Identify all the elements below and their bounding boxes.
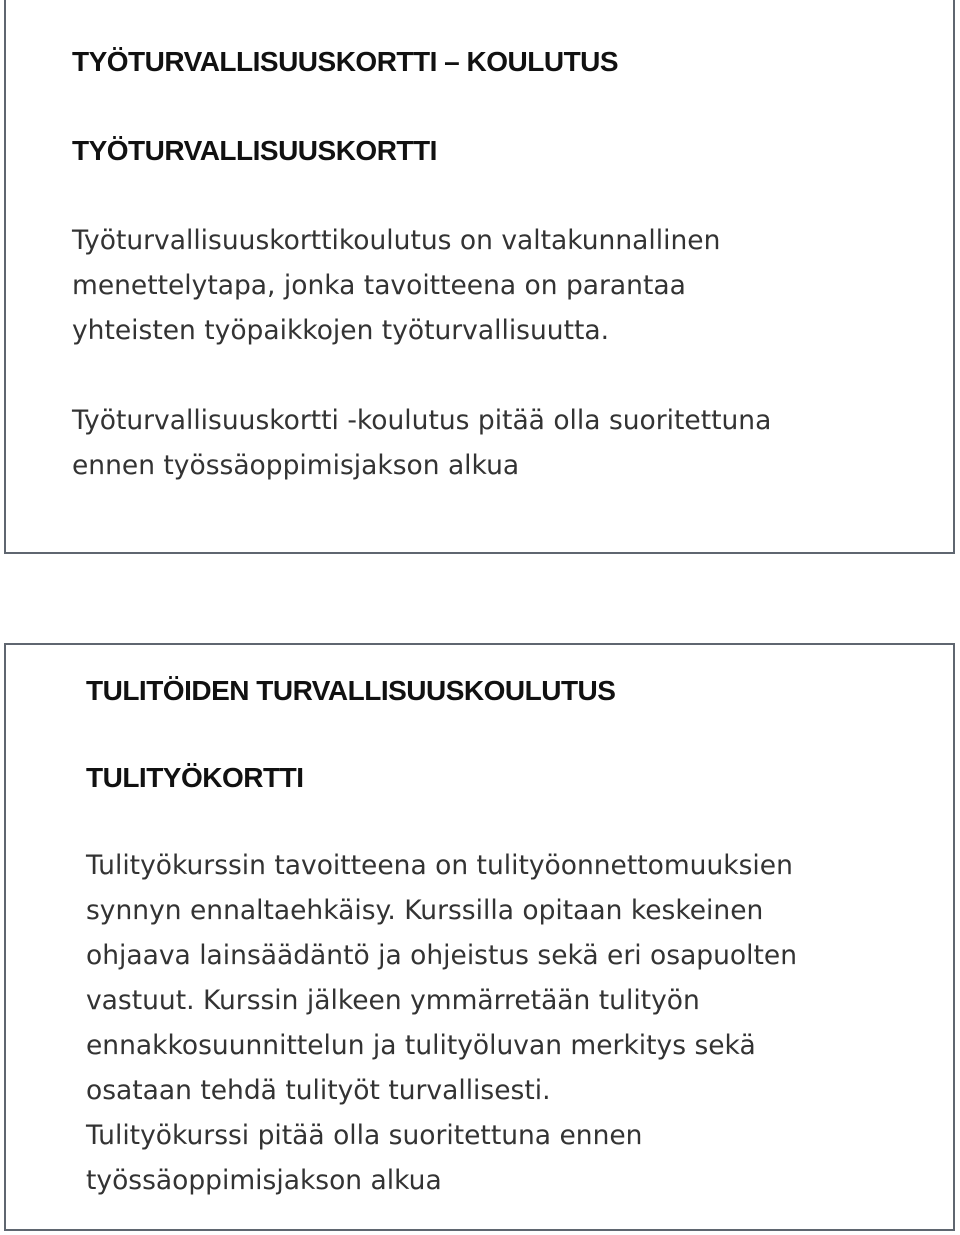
hot-work-card-box xyxy=(4,643,955,1231)
work-safety-card-training-title: TYÖTURVALLISUUSKORTTI – KOULUTUS xyxy=(72,46,619,77)
hot-work-card-heading: TULITYÖKORTTI xyxy=(86,762,304,793)
hot-work-card-description: Tulityökurssin tavoitteena on tulityöonnettomuuksien synnyn ennaltaehkäisy. Kurssilla opitaan keskeinen ohjaava lainsäädäntö ja ohjeistus sekä eri osapuolten vastuut. Kurssin jälkeen ymmärretään tulityön ennakkosuunnittelun ja tulityöluvan merkitys sekä osataan tehdä tulityöt turvallisesti. Tulityökurssi pitää olla suoritettuna ennen työssäoppimisjakson alkua xyxy=(86,850,797,1196)
work-safety-card-heading: TYÖTURVALLISUUSKORTTI xyxy=(72,135,437,166)
work-safety-card-box xyxy=(4,0,955,554)
hot-work-safety-training-title: TULITÖIDEN TURVALLISUUSKOULUTUS xyxy=(86,675,616,706)
work-safety-card-requirement: Työturvallisuuskortti -koulutus pitää olla suoritettuna ennen työssäoppimisjakson alkua xyxy=(72,405,772,481)
work-safety-card-description: Työturvallisuuskorttikoulutus on valtakunnallinen menettelytapa, jonka tavoitteena on parantaa yhteisten työpaikkojen työturvallisuutta. xyxy=(72,225,721,346)
